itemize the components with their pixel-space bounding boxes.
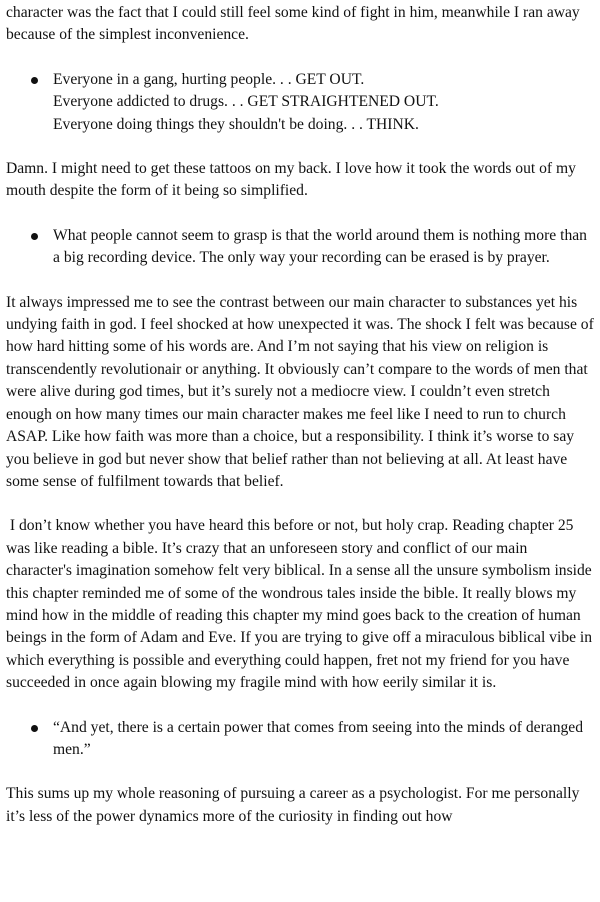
paragraph-spacer	[6, 695, 594, 717]
bullet-list-recording	[6, 225, 594, 270]
paragraph-psychologist: This sums up my whole reasoning of pursuing a career as a psychologist. For me personally it’s less of the power dynamics more of the curiosity in finding out how	[6, 785, 580, 825]
paragraph-spacer	[6, 47, 594, 69]
bullet-list-quote	[6, 717, 594, 762]
paragraph-chapter-25: I don’t know whether you have heard this before or not, but holy crap. Reading chapter 25 was like reading a bible. It’s crazy that an unforeseen story and conflict of our main character's imagination somehow felt very biblical. In a sense all the unsure symbolism inside this chapter reminded me of some of the wondrous tales inside the bible. It really blows my mind how in the middle of reading this chapter my mind goes back to the creation of human beings in the form of Adam and Eve. If you are trying to give off a miraculous biblical vibe in which everything is possible and everything could happen, fret not my friend for you have succeeded in once again blowing my fragile mind with how eerily similar it is.	[6, 517, 596, 692]
paragraph-tattoos: Damn. I might need to get these tattoos on my back. I love how it took the words out of my mouth despite the form of it being so simplified.	[6, 160, 576, 200]
paragraph-faith: It always impressed me to see the contrast between our main character to substances yet his undying faith in god. I feel shocked at how unexpected it was. The shock I felt was because of how hard hitting some of his words are. And I’m not saying that his view on religion is transcendently revolutionair or anything. It obviously can’t compare to the words of men that were alive during god times, but it’s surely not a mediocre view. I couldn’t even stretch enough on how many times our main character makes me feel like I need to run to church ASAP. Like how faith was more than a choice, but a responsibility. I think it’s worse to say you believe in god but never show that belief rather than not believing at all. At least have some sense of fulfilment towards that belief.	[6, 293, 594, 490]
bullet-line-think: Everyone doing things they shouldn't be doing. . . THINK.	[53, 115, 419, 133]
paragraph-spacer	[6, 203, 594, 225]
document-body	[6, 2, 594, 828]
paragraph-spacer	[6, 136, 594, 158]
bullet-item-recording: What people cannot seem to grasp is that the world around them is nothing more than a big recording device. The only way your recording can be erased is by prayer.	[53, 225, 594, 270]
bullet-item-quote: “And yet, there is a certain power that comes from seeing into the minds of deranged men.”	[53, 717, 594, 762]
paragraph-fight: character was the fact that I could still feel some kind of fight in him, meanwhile I ran away because of the simplest inconvenience.	[6, 4, 580, 44]
bullet-line-drugs: Everyone addicted to drugs. . . GET STRAIGHTENED OUT.	[53, 93, 439, 111]
paragraph-spacer	[6, 761, 594, 783]
bullet-item-gang	[53, 69, 594, 136]
bullet-line-gang: Everyone in a gang, hurting people. . . GET OUT.	[53, 70, 365, 88]
bullet-list-gang	[6, 69, 594, 136]
paragraph-spacer	[6, 493, 594, 515]
paragraph-spacer	[6, 270, 594, 292]
